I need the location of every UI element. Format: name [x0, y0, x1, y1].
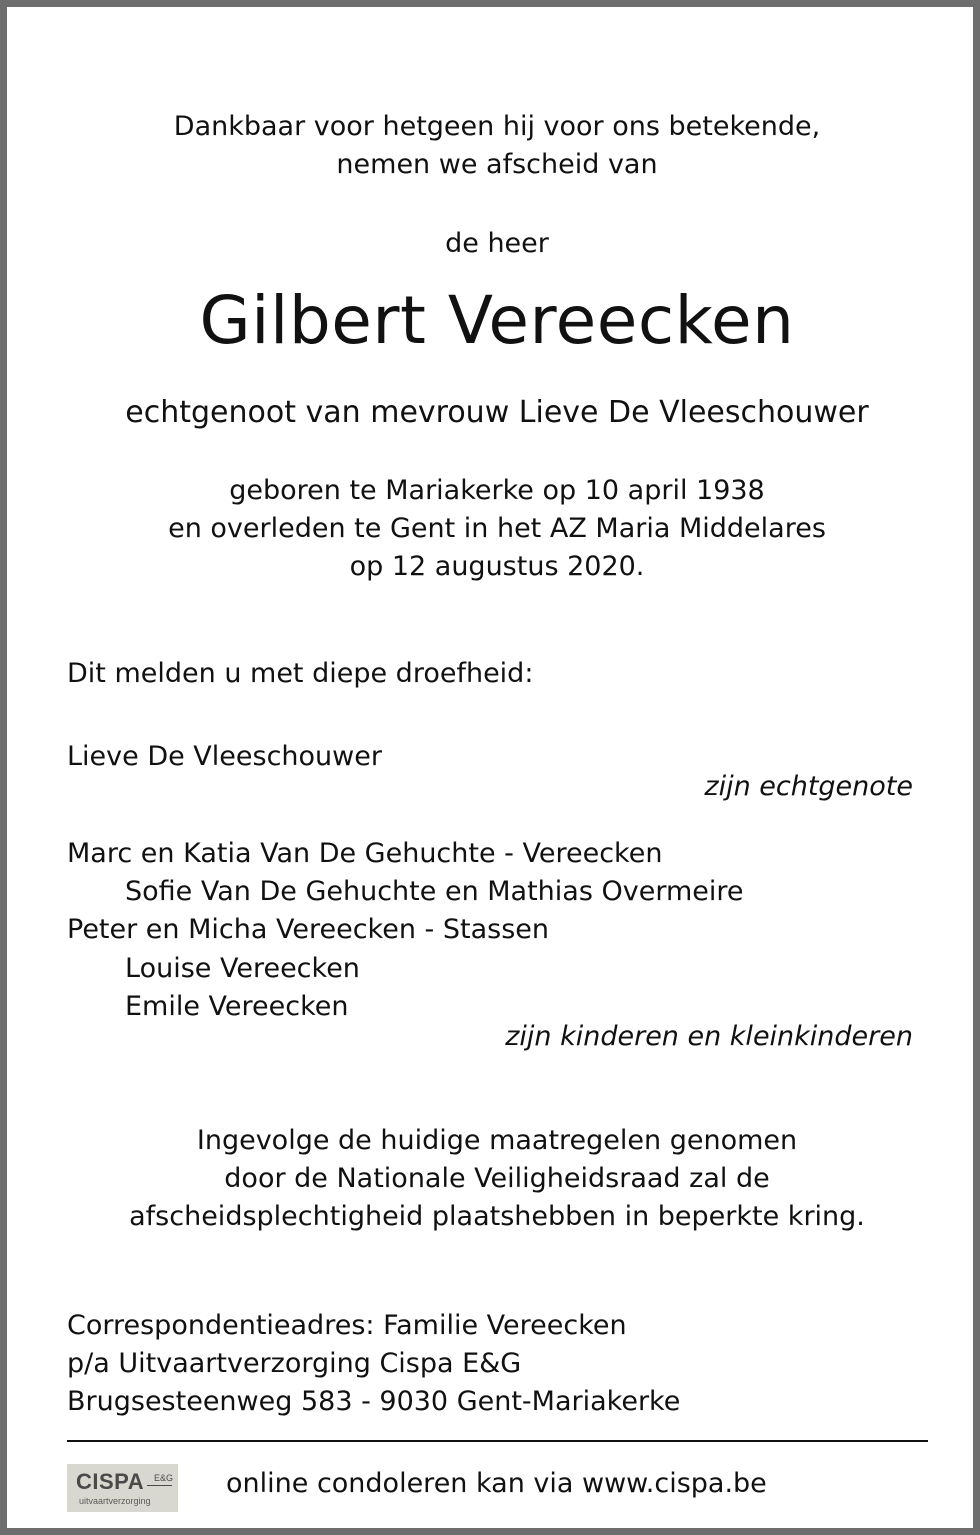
- ceremony-line-3: afscheidsplechtigheid plaatshebben in beperkte kring.: [129, 1201, 865, 1232]
- dates-line-2: en overleden te Gent in het AZ Maria Middelares: [168, 513, 826, 544]
- address-line-1: Correspondentieadres: Familie Vereecken: [67, 1310, 627, 1341]
- logo-underline: [147, 1485, 172, 1486]
- deceased-name: Gilbert Vereecken: [199, 282, 795, 359]
- birth-death-dates: [7, 472, 980, 586]
- intro-line-1: Dankbaar voor hetgeen hij voor ons betekende,: [173, 111, 821, 142]
- intro-text: [7, 108, 980, 184]
- cispa-logo: [67, 1464, 178, 1512]
- mourner-spouse-name: Lieve De Vleeschouwer: [67, 741, 382, 772]
- mourner-child: Marc en Katia Van De Gehuchte - Vereecken: [67, 838, 663, 869]
- mourner-child: Peter en Micha Vereecken - Stassen: [67, 914, 549, 945]
- logo-eg: E&G: [154, 1473, 174, 1483]
- mourner-children-role: zijn kinderen en kleinkinderen: [505, 1021, 913, 1052]
- ceremony-note: [7, 1122, 980, 1236]
- address-line-2: p/a Uitvaartverzorging Cispa E&G: [67, 1348, 522, 1379]
- notice-heading: Dit melden u met diepe droefheid:: [67, 658, 534, 689]
- correspondence-address: [67, 1307, 680, 1421]
- logo-wordmark: CISPA: [76, 1469, 145, 1494]
- mourner-grandchild: Louise Vereecken: [125, 953, 360, 984]
- online-condolence-link[interactable]: online condoleren kan via www.cispa.be: [226, 1468, 767, 1499]
- intro-line-2: nemen we afscheid van: [336, 149, 658, 180]
- spouse-line: echtgenoot van mevrouw Lieve De Vleeschouwer: [125, 395, 869, 430]
- ceremony-line-1: Ingevolge de huidige maatregelen genomen: [196, 1125, 798, 1156]
- address-line-3: Brugsesteenweg 583 - 9030 Gent-Mariakerke: [67, 1386, 681, 1417]
- dates-line-1: geboren te Mariakerke op 10 april 1938: [229, 475, 765, 506]
- footer-divider: [67, 1440, 928, 1442]
- mourner-spouse-role: zijn echtgenote: [704, 771, 913, 802]
- mourner-grandchild: Sofie Van De Gehuchte en Mathias Overmeire: [125, 876, 744, 907]
- mourner-grandchild: Emile Vereecken: [125, 991, 349, 1022]
- honorific: de heer: [445, 228, 549, 259]
- logo-subtitle: uitvaartverzorging: [79, 1496, 151, 1506]
- dates-line-3: op 12 augustus 2020.: [349, 551, 645, 582]
- ceremony-line-2: door de Nationale Veiligheidsraad zal de: [224, 1163, 770, 1194]
